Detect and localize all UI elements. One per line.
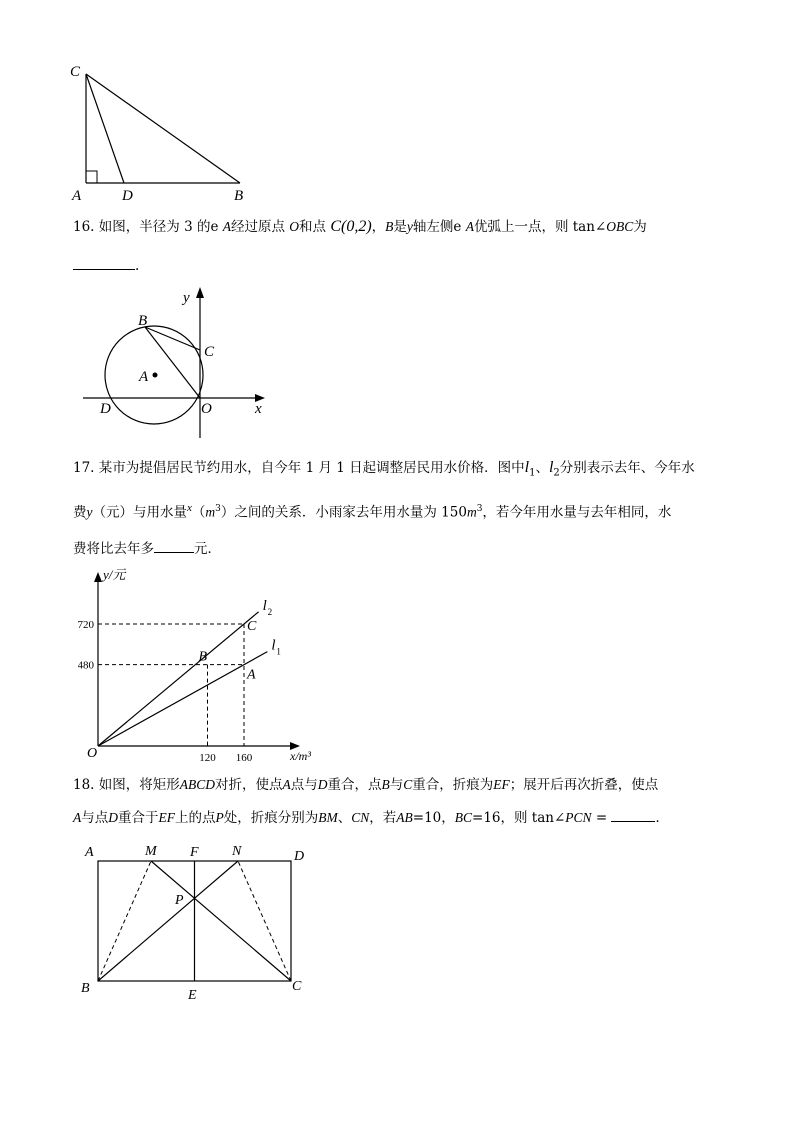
series-sub-l2: 2 [267, 606, 273, 617]
water-price-chart [78, 562, 338, 770]
x-axis-label: x/m³ [290, 749, 311, 763]
question-18-line-2 [73, 807, 669, 827]
text: 重合于 [118, 810, 159, 826]
coordinate-C: C(0,2) [330, 218, 372, 235]
text: 、 [337, 810, 352, 826]
label-C: C [70, 64, 81, 80]
point-B: B [385, 219, 394, 234]
text: 某市为提倡居民节约用水，自今年 1 月 1 日起调整居民用水价格．图中 [98, 460, 525, 476]
label-C: C [292, 979, 302, 994]
segment-CM [151, 861, 291, 981]
x-tick-label: 120 [199, 752, 216, 764]
rectangle-fold-figure [75, 838, 315, 1008]
series-sub-l1: 1 [276, 646, 281, 657]
unit-m: m [466, 504, 477, 520]
period: . [135, 258, 140, 274]
point-label-B: B [198, 649, 208, 665]
circle-figure [75, 283, 275, 443]
rect-ABCD: ABCD [179, 777, 216, 792]
label-P: P [175, 893, 184, 908]
y-tick-label: 720 [78, 619, 94, 631]
point-D: D [317, 777, 328, 792]
text: 与点 [81, 810, 109, 826]
text: ）之间的关系．小雨家去年用水量为 150 [220, 504, 467, 521]
text: =16，则 tan∠ [472, 810, 566, 826]
segment-CB [86, 74, 240, 183]
text: 费 [73, 504, 87, 521]
series-line-l2 [98, 612, 259, 746]
text: 如图，半径为 3 的 [98, 219, 211, 235]
y-axis-arrow [94, 572, 102, 582]
text: 是 [393, 219, 407, 235]
crease-BM [98, 861, 151, 981]
y-axis-arrow [196, 287, 204, 298]
series-label-l2: l [262, 597, 267, 614]
crease-EF: EF [493, 777, 510, 792]
angle-PCN: PCN [565, 810, 592, 825]
question-number: 17. [73, 460, 95, 476]
origin-label: O [87, 746, 98, 761]
label-F: F [190, 845, 199, 860]
text: 分别表示去年、今年水 [559, 460, 695, 476]
segment-BO [145, 327, 200, 398]
right-angle-mark [86, 171, 97, 183]
label-D: D [100, 401, 111, 417]
side-AB: AB [396, 810, 413, 825]
unit-m: m [205, 504, 216, 520]
superscript: 3 [476, 504, 483, 514]
superscript: 3 [215, 504, 221, 514]
answer-blank-16[interactable] [73, 255, 139, 275]
point-D: D [108, 810, 118, 825]
series-label-l1: l [271, 637, 276, 654]
question-16 [73, 218, 647, 236]
subscript: 1 [529, 467, 536, 479]
var-x: x [187, 502, 192, 514]
question-17-line-2 [73, 499, 671, 522]
label-E: E [188, 988, 197, 1003]
crease-CN: CN [351, 810, 370, 825]
y-axis-label: y/元 [103, 567, 126, 582]
text: 处，折痕分别为 [223, 810, 319, 826]
triangle-figure [60, 58, 260, 208]
segment-BN [98, 861, 238, 981]
point-A: A [222, 219, 231, 234]
circle-symbol: e [453, 219, 462, 235]
label-O: O [201, 401, 212, 417]
answer-blank-17[interactable] [154, 538, 194, 553]
label-A: A [72, 188, 82, 204]
y-tick-label: 480 [78, 659, 94, 672]
point-C: C [403, 777, 413, 792]
text: 费将比去年多 [73, 541, 154, 557]
question-18-line-1 [73, 776, 658, 794]
text: ， [371, 219, 386, 235]
label-N: N [232, 844, 242, 859]
point-A: A [282, 777, 291, 792]
text: 重合，点 [327, 777, 382, 793]
text: 经过原点 [231, 219, 285, 235]
point-label-C: C [247, 619, 257, 634]
segment-CD [86, 74, 124, 183]
label-B: B [234, 188, 244, 204]
label-B: B [138, 313, 148, 329]
text: 重合，折痕为 [412, 777, 494, 793]
point-O: O [289, 219, 300, 234]
text: ；展开后再次折叠，使点 [509, 777, 659, 793]
crease-EF: EF [158, 810, 175, 825]
line-l1: l [524, 459, 530, 476]
answer-blank-18[interactable] [611, 807, 655, 822]
question-17-line-1 [73, 459, 695, 483]
point-B: B [381, 777, 390, 792]
var-y: y [86, 504, 93, 520]
text: 元． [194, 541, 221, 557]
question-17-line-3 [73, 538, 221, 558]
var-y: y [406, 219, 413, 234]
label-D: D [122, 188, 133, 204]
label-M: M [145, 844, 157, 859]
center-A-dot [153, 373, 158, 378]
point-label-A: A [247, 667, 256, 683]
text: 优弧上一点，则 tan∠ [473, 219, 607, 235]
question-number: 18. [73, 777, 95, 793]
label-D: D [294, 849, 305, 864]
crease-CN [238, 861, 291, 981]
text: 与 [389, 777, 404, 793]
label-B: B [81, 981, 90, 996]
text: ，若 [369, 810, 397, 826]
text: 轴左侧 [412, 219, 454, 235]
label-y: y [183, 290, 190, 306]
text: 和点 [299, 219, 327, 235]
text: 、 [535, 460, 549, 476]
point-P: P [215, 810, 224, 825]
text: 如图，将矩形 [98, 777, 180, 793]
text: （ [191, 504, 206, 521]
text: 上的点 [175, 810, 216, 826]
x-tick-label: 160 [235, 752, 253, 764]
label-A: A [139, 369, 149, 385]
crease-BM: BM [318, 810, 338, 825]
text: = [591, 810, 612, 826]
label-A: A [85, 845, 94, 860]
text: ，若今年用水量与去年相同，水 [482, 504, 672, 521]
text: （元）与用水量 [92, 504, 187, 521]
label-x: x [255, 401, 262, 417]
text: 点与 [290, 777, 318, 793]
point-A: A [73, 810, 82, 825]
line-l2: l [548, 459, 554, 476]
question-number: 16. [73, 219, 95, 235]
text: 为 [633, 219, 647, 235]
angle-OBC: OBC [606, 219, 634, 234]
series-line-l1 [98, 649, 267, 746]
subscript: 2 [553, 467, 560, 479]
circle-symbol: e [210, 219, 219, 235]
label-C: C [204, 344, 215, 360]
text: =10， [412, 810, 455, 826]
text: 对折，使点 [215, 777, 283, 793]
side-BC: BC [454, 810, 473, 825]
period: ． [655, 810, 669, 826]
point-A: A [465, 219, 474, 234]
